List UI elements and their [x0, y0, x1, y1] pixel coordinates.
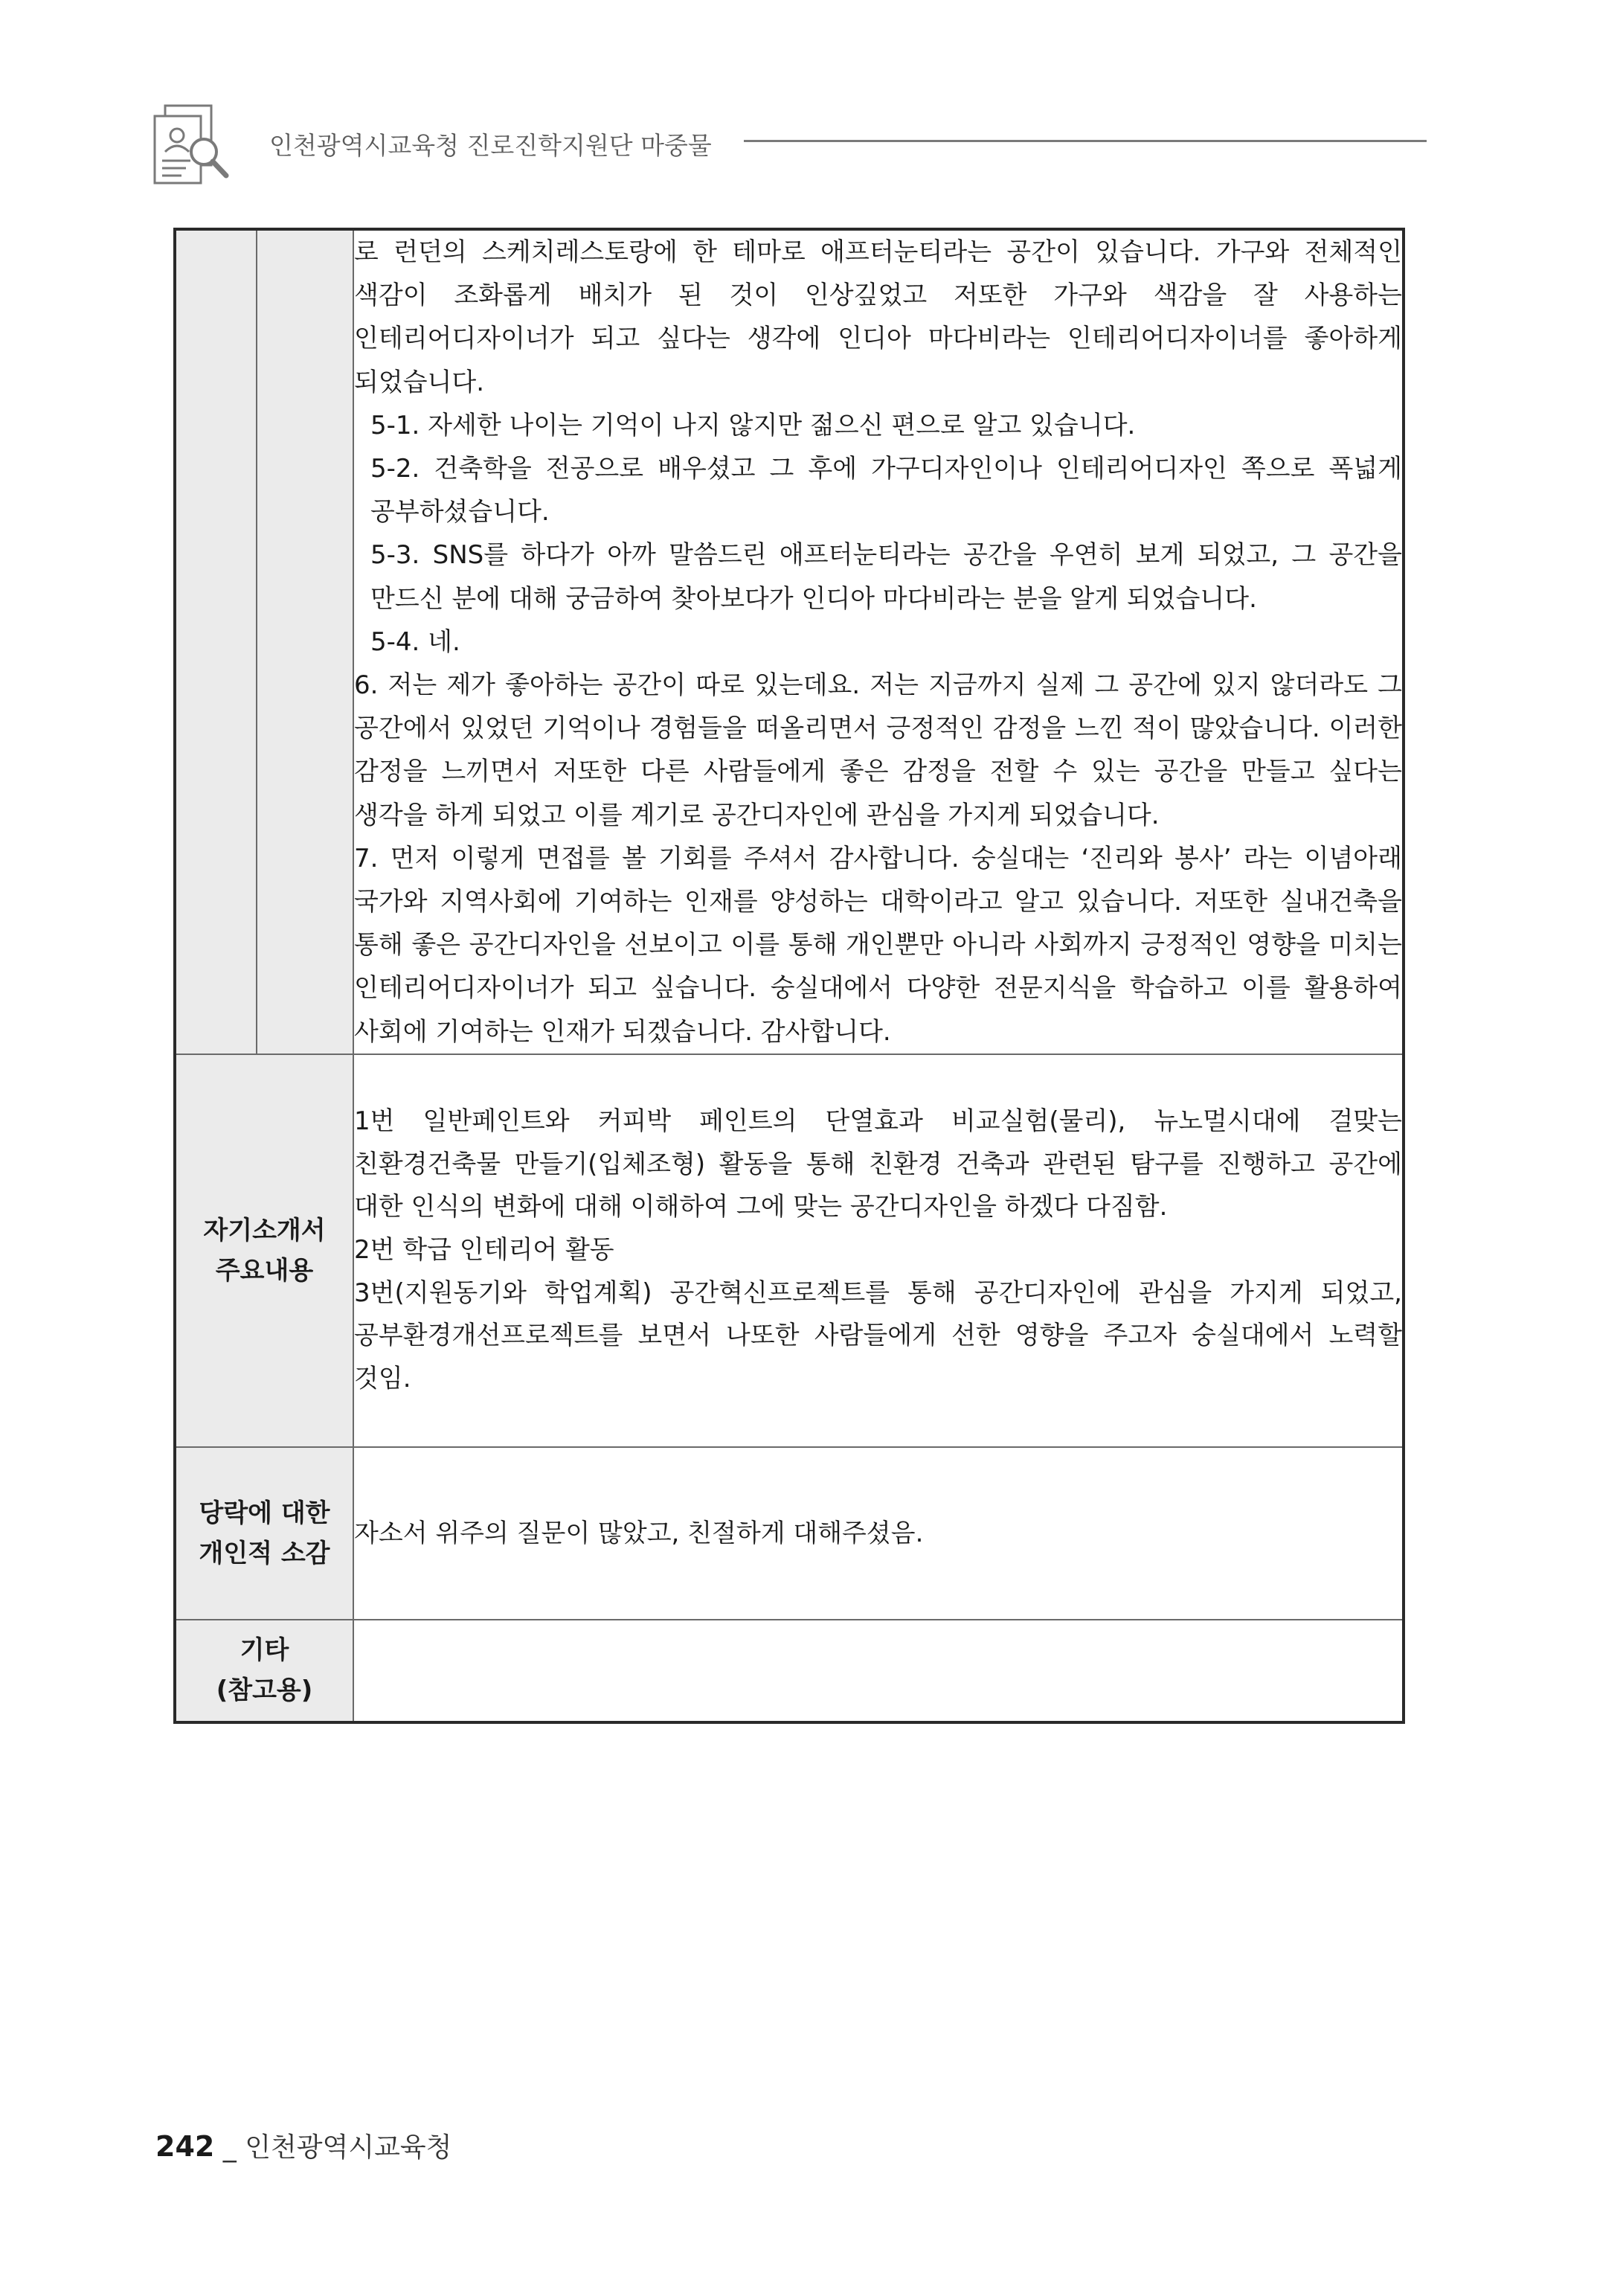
answer-paragraph: 6. 저는 제가 좋아하는 공간이 따로 있는데요. 저는 지금까지 실제 그 공간에 있지 않더라도 그 공간에서 있었던 기억이나 경험들을 떠올리면서 긍정적인 감정을 느낀 적이 많았습니다. 이러한 감정을 느끼면서 저또한 다른 사람들에게 좋은 감정을 전할 수 있는 공간을 만들고 싶다는 생각을 하게 되었고 이를 계기로 공간디자인에 관심을 가지게 되었습니다. [354, 670, 1402, 830]
answer-paragraph: 5-1. 자세한 나이는 기억이 나지 않지만 젊으신 편으로 알고 있습니다. [370, 410, 1136, 440]
opinion-label-line1: 당락에 대한 [199, 1498, 330, 1528]
opinion-row [175, 1447, 1404, 1620]
intro-summary-label [175, 1054, 353, 1447]
blank-sublabel-cell [257, 229, 353, 1054]
footer-publisher: 인천광역시교육청 [245, 2132, 452, 2163]
footer-separator: _ [222, 2132, 237, 2163]
answer-paragraph: 7. 먼저 이렇게 면접를 볼 기회를 주셔서 감사합니다. 숭실대는 ‘진리와 봉사’ 라는 이념아래 국가와 지역사회에 기여하는 인재를 양성하는 대학이라고 알고 있습니다. 저또한 실내건축을 통해 좋은 공간디자인을 선보이고 이를 통해 개인뿐만 아니라 사회까지 긍정적인 영향을 미치는 인테리어디자이너가 되고 싶습니다. 숭실대에서 다양한 전문지식을 학습하고 이를 활용하여 사회에 기여하는 인재가 되겠습니다. 감사합니다. [354, 843, 1402, 1047]
intro-summary-content [353, 1054, 1404, 1447]
header-title: 인천광역시교육청 진로진학지원단 마중물 [269, 131, 712, 160]
header-divider [744, 140, 1427, 142]
etc-label-line1: 기타 [240, 1635, 289, 1666]
answer-paragraph: 로 런던의 스케치레스토랑에 한 테마로 애프터눈티라는 공간이 있습니다. 가구와 전체적인 색감이 조화롭게 배치가 된 것이 인상깊었고 저또한 가구와 색감을 잘 사용하는 인테리어디자이너가 되고 싶다는 생각에 인디아 마다비라는 인테리어디자이너를 좋아하게 되었습니다. [354, 237, 1402, 397]
intro-paragraph: 3번(지원동기와 학업계획) 공간혁신프로젝트를 통해 공간디자인에 관심을 가지게 되었고, 공부환경개선프로젝트를 보면서 나또한 사람들에게 선한 영향을 주고자 숭실대에서 노력할 것임. [354, 1277, 1402, 1394]
intro-paragraph: 2번 학급 인테리어 활동 [354, 1235, 614, 1266]
blank-label-cell [175, 229, 257, 1054]
intro-summary-row [175, 1054, 1404, 1447]
opinion-content: 자소서 위주의 질문이 많았고, 친절하게 대해주셨음. [353, 1447, 1404, 1620]
intro-paragraph: 1번 일반페인트와 커피박 페인트의 단열효과 비교실험(물리), 뉴노멀시대에 걸맞는 친환경건축물 만들기(입체조형) 활동을 통해 친환경 건축과 관련된 탐구를 진행하고 공간에 대한 인식의 변화에 대해 이해하여 그에 맞는 공간디자인을 하겠다 다짐함. [354, 1106, 1402, 1222]
interview-answers-cell [353, 229, 1404, 1054]
page-footer [155, 2126, 451, 2164]
interview-answers-row [175, 229, 1404, 1054]
etc-label-line2: (참고용) [216, 1675, 313, 1706]
answer-paragraph: 5-4. 네. [370, 626, 460, 657]
etc-row [175, 1620, 1404, 1722]
answer-paragraph: 5-2. 건축학을 전공으로 배우셨고 그 후에 가구디자인이나 인테리어디자인 쪽으로 폭넓게 공부하셨습니다. [370, 454, 1402, 527]
opinion-label [175, 1447, 353, 1620]
answer-paragraph: 5-3. SNS를 하다가 아까 말씀드린 애프터눈티라는 공간을 우연히 보게 되었고, 그 공간을 만드신 분에 대해 궁금하여 찾아보다가 인디아 마다비라는 분을 알게 되었습니다. [370, 540, 1402, 614]
interview-record-table [173, 228, 1405, 1724]
document-search-icon [149, 103, 232, 186]
intro-label-line1: 자기소개서 [203, 1215, 326, 1245]
etc-label [175, 1620, 353, 1722]
opinion-label-line2: 개인적 소감 [199, 1538, 330, 1568]
page-number: 242 [155, 2130, 215, 2163]
intro-label-line2: 주요내용 [215, 1255, 314, 1286]
etc-content [353, 1620, 1404, 1722]
